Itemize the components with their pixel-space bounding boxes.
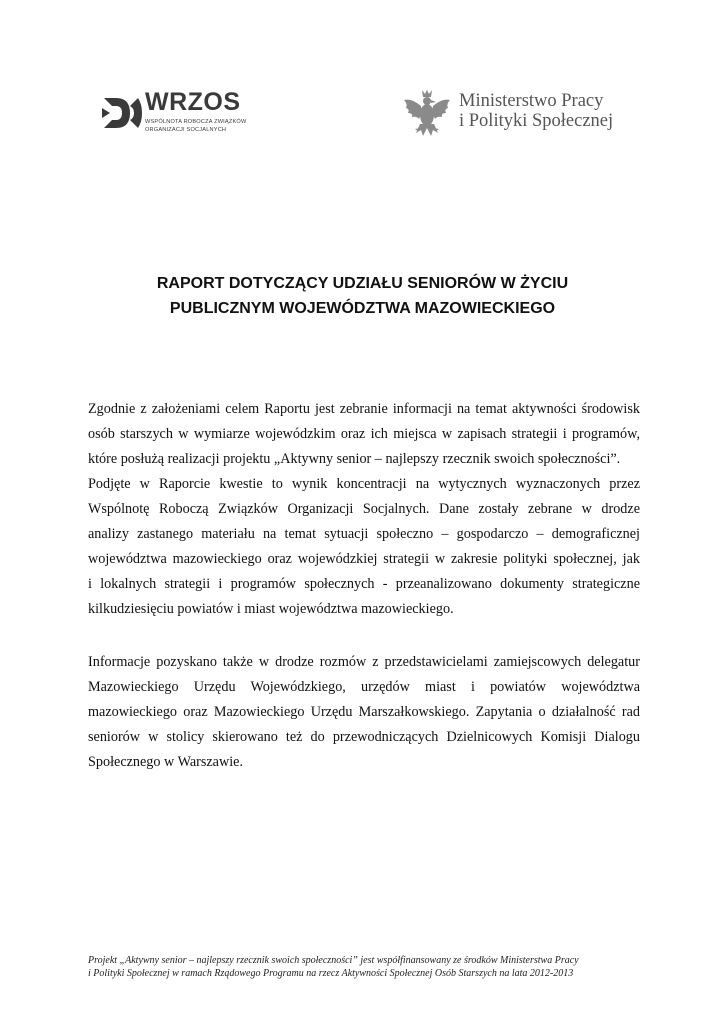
wrzos-subtitle-line: ORGANIZACJI SOCJALNYCH (145, 127, 227, 133)
wrzos-name: WRZOS (145, 88, 241, 116)
ministry-name-line: Ministerstwo Pracy (459, 91, 604, 111)
footer-note (88, 954, 648, 980)
paragraph-line: Wspólnotę Roboczą Związków Organizacji Socjalnych. Dane zostały zebrane w drodze (88, 501, 640, 517)
paragraph-line: Podjęte w Raporcie kwestie to wynik koncentracji na wytycznych wyznaczonych przez (88, 476, 640, 492)
paragraph-line: Zgodnie z założeniami celem Raportu jest zebranie informacji na temat aktywności środowisk (88, 401, 640, 417)
wrzos-logo (100, 88, 250, 148)
paragraph-line: kilkudziesięciu powiatów i miast województwa mazowieckiego. (88, 601, 454, 617)
title-line: RAPORT DOTYCZĄCY UDZIAŁU SENIORÓW W ŻYCIU (156, 275, 569, 292)
paragraph-line: Społecznego w Warszawie. (88, 754, 243, 770)
paragraph-line: seniorów w stolicy skierowano też do przewodniczących Dzielnicowych Komisji Dialogu (88, 729, 640, 745)
footer-line: i Polityki Społecznej w ramach Rządowego Programu na rzecz Aktywności Społecznej Osób Starszych na lata 2012-2013 (88, 968, 574, 979)
paragraph-line: Informacje pozyskano także w drodze rozmów z przedstawicielami zamiejscowych delegatur (88, 654, 640, 670)
paragraph-line: Mazowieckiego Urzędu Wojewódzkiego, urzędów miast i powiatów województwa (88, 679, 640, 695)
wrzos-subtitle (145, 118, 255, 134)
paragraph-line: województwa mazowieckiego oraz wojewódzkiej strategii w zakresie polityki społecznej, jak (88, 551, 640, 567)
title-line: PUBLICZNYM WOJEWÓDZTWA MAZOWIECKIEGO (169, 300, 556, 317)
report-title (90, 271, 635, 321)
ministry-name-line: i Polityki Społecznej (459, 111, 614, 131)
ministry-name (459, 91, 613, 131)
paragraph-line: które posłużą realizacji projektu „Aktywny senior – najlepszy rzecznik swoich społeczności”. (88, 451, 621, 467)
ministry-logo (402, 88, 632, 142)
paragraph-line: mazowieckiego oraz Mazowieckiego Urzędu Marszałkowskiego. Zapytania o działalność rad (88, 704, 640, 720)
paragraph-line: analizy zastanego materiału na temat sytuacji społeczno – gospodarczo – demograficznej (88, 526, 640, 542)
eagle-emblem-icon (402, 88, 452, 140)
footer-line: Projekt „Aktywny senior – najlepszy rzecznik swoich społeczności” jest współfinansowany ze środków Ministerstwa Pracy (88, 955, 579, 966)
paragraph-sources (88, 650, 640, 775)
paragraph-line: osób starszych w wymiarze wojewódzkim oraz ich miejsca w zapisach strategii i programów, (88, 426, 640, 442)
wrzos-mark-icon (100, 92, 142, 134)
paragraph-intro (88, 397, 640, 622)
wrzos-subtitle-line: WSPÓLNOTA ROBOCZA ZWIĄZKÓW (145, 119, 247, 125)
paragraph-line: i lokalnych strategii i programów społecznych - przeanalizowano dokumenty strategiczne (88, 576, 640, 592)
